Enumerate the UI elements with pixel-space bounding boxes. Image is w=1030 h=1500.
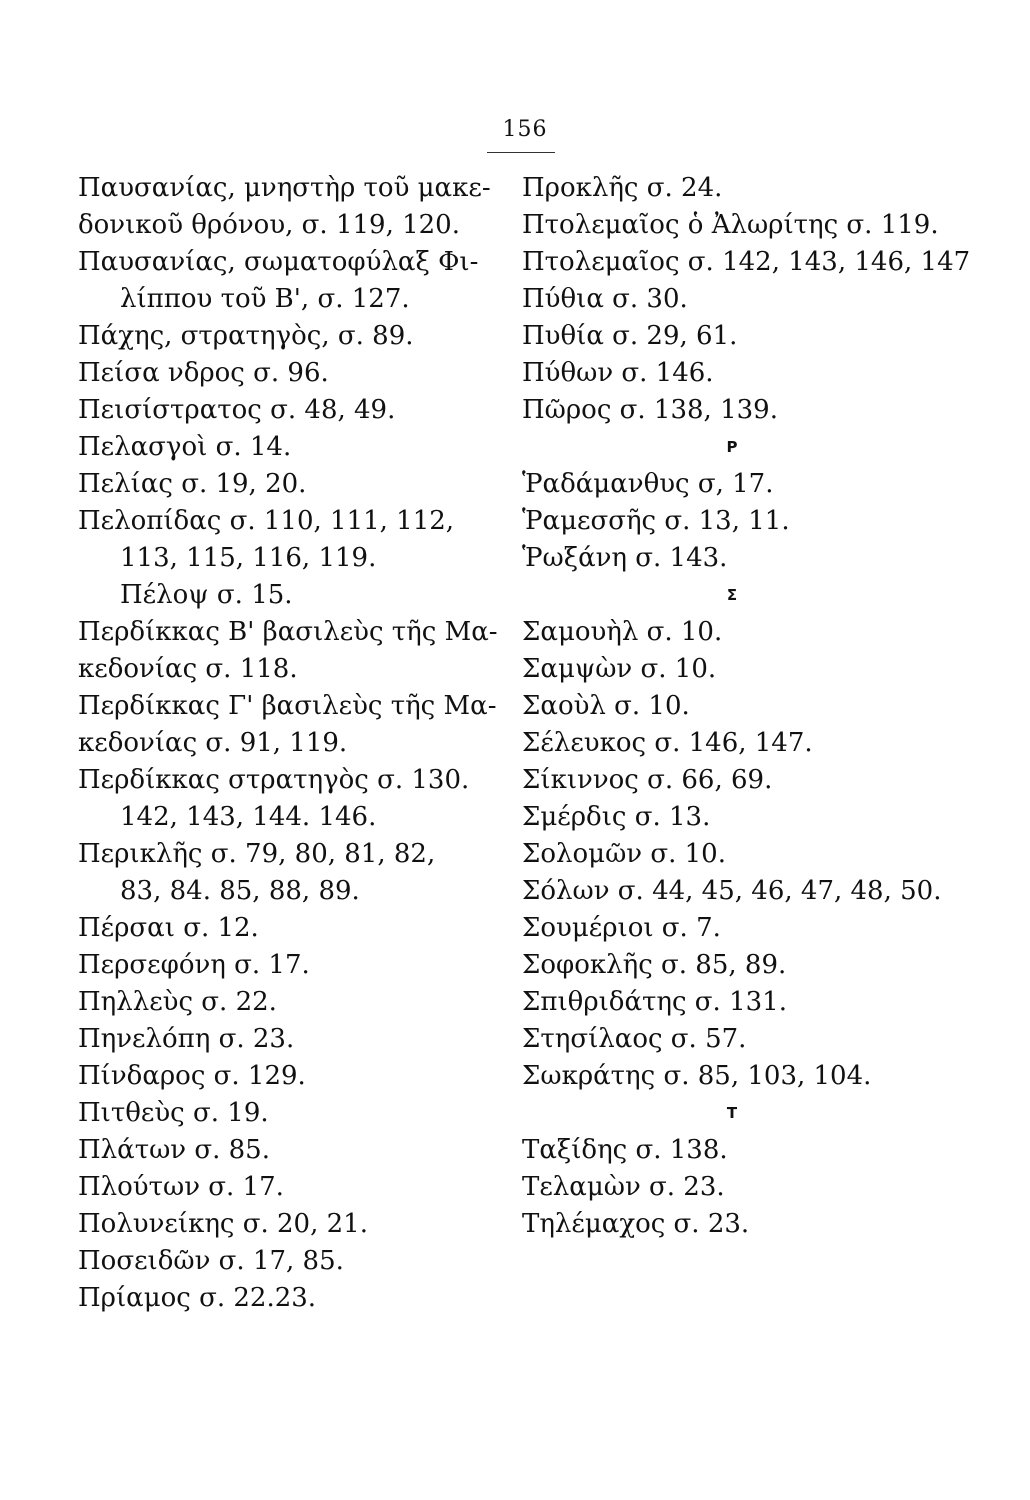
index-entry: Πυθία σ. 29, 61. [522,321,738,351]
index-entry: Πύθια σ. 30. [522,284,688,314]
index-entry: Τηλέμαχος σ. 23. [522,1209,750,1239]
index-entry: Πελασγοὶ σ. 14. [78,432,292,462]
section-letter: Ρ [726,438,738,456]
index-entry: Πτολεμαῖος σ. 142, 143, 146, 147 [522,247,971,277]
index-entry: Σαμουὴλ σ. 10. [522,617,723,647]
index-entry: Ῥωξάνη σ. 143. [522,543,728,573]
index-entry: Περδίκκας στρατηγὸς σ. 130. [78,765,470,795]
index-entry: δονικοῦ θρόνου, σ. 119, 120. [78,210,460,240]
index-entry: Σμέρδις σ. 13. [522,802,711,832]
index-entry: Πλούτων σ. 17. [78,1172,284,1202]
index-entry: Πῶρος σ. 138, 139. [522,395,778,425]
index-entry: Στησίλαος σ. 57. [522,1024,747,1054]
index-entry: Ταξίδης σ. 138. [522,1135,728,1165]
index-entry: 83, 84. 85, 88, 89. [120,876,360,906]
index-entry: Πρίαμος σ. 22.23. [78,1283,317,1313]
index-entry: Ποσειδῶν σ. 17, 85. [78,1246,344,1276]
index-entry: Πέρσαι σ. 12. [78,913,259,943]
index-entry: Πιτθεὺς σ. 19. [78,1098,269,1128]
index-entry: Ῥαμεσσῆς σ. 13, 11. [522,506,790,536]
section-letter: Τ [726,1104,738,1122]
section-letter: Σ [726,586,738,604]
index-column-left [78,170,518,1317]
index-entry: 142, 143, 144. 146. [120,802,377,832]
index-entry: Πίνδαρος σ. 129. [78,1061,306,1091]
index-entry: Ῥαδάμανθυς σ, 17. [522,469,774,499]
index-entry: κεδονίας σ. 118. [78,654,298,684]
index-entry: Περδίκκας Β' βασιλεὺς τῆς Μα- [78,617,498,647]
index-entry: Περσεφόνη σ. 17. [78,950,310,980]
index-entry: Πάχης, στρατηγὸς, σ. 89. [78,321,414,351]
index-entry: Πεισίστρατος σ. 48, 49. [78,395,396,425]
page-number: 156 [502,117,548,142]
index-entry: Πηνελόπη σ. 23. [78,1024,295,1054]
index-entry: Πτολεμαῖος ὁ Ἀλωρίτης σ. 119. [522,210,939,240]
index-entry: Τελαμὼν σ. 23. [522,1172,725,1202]
index-entry: Σαοὺλ σ. 10. [522,691,690,721]
index-entry: Σόλων σ. 44, 45, 46, 47, 48, 50. [522,876,942,906]
header-rule [487,152,555,153]
index-entry: Παυσανίας, σωματοφύλαξ Φι- [78,247,479,277]
index-entry: Πλάτων σ. 85. [78,1135,270,1165]
index-entry: Σοφοκλῆς σ. 85, 89. [522,950,787,980]
index-entry: Σέλευκος σ. 146, 147. [522,728,813,758]
index-entry: Σπιθριδάτης σ. 131. [522,987,787,1017]
index-entry: Πολυνείκης σ. 20, 21. [78,1209,368,1239]
index-entry: Σουμέριοι σ. 7. [522,913,721,943]
index-entry: Περδίκκας Γ' βασιλεὺς τῆς Μα- [78,691,497,721]
index-entry: Πηλλεὺς σ. 22. [78,987,277,1017]
index-entry: Σίκιννος σ. 66, 69. [522,765,773,795]
index-entry: Πέλοψ σ. 15. [120,580,293,610]
index-entry: Προκλῆς σ. 24. [522,173,723,203]
index-entry: Πύθων σ. 146. [522,358,714,388]
index-entry: Περικλῆς σ. 79, 80, 81, 82, [78,839,436,869]
index-entry: κεδονίας σ. 91, 119. [78,728,348,758]
index-entry: Πελοπίδας σ. 110, 111, 112, [78,506,455,536]
index-entry: Σαμψὼν σ. 10. [522,654,717,684]
index-entry: λίππου τοῦ Β', σ. 127. [120,284,410,314]
index-entry: Πελίας σ. 19, 20. [78,469,307,499]
index-entry: Παυσανίας, μνηστὴρ τοῦ μακε- [78,173,491,203]
index-column-right [522,170,1002,1243]
index-entry: Σολομῶν σ. 10. [522,839,726,869]
index-entry: 113, 115, 116, 119. [120,543,377,573]
index-entry: Σωκράτης σ. 85, 103, 104. [522,1061,872,1091]
index-entry: Πείσα νδρος σ. 96. [78,358,329,388]
